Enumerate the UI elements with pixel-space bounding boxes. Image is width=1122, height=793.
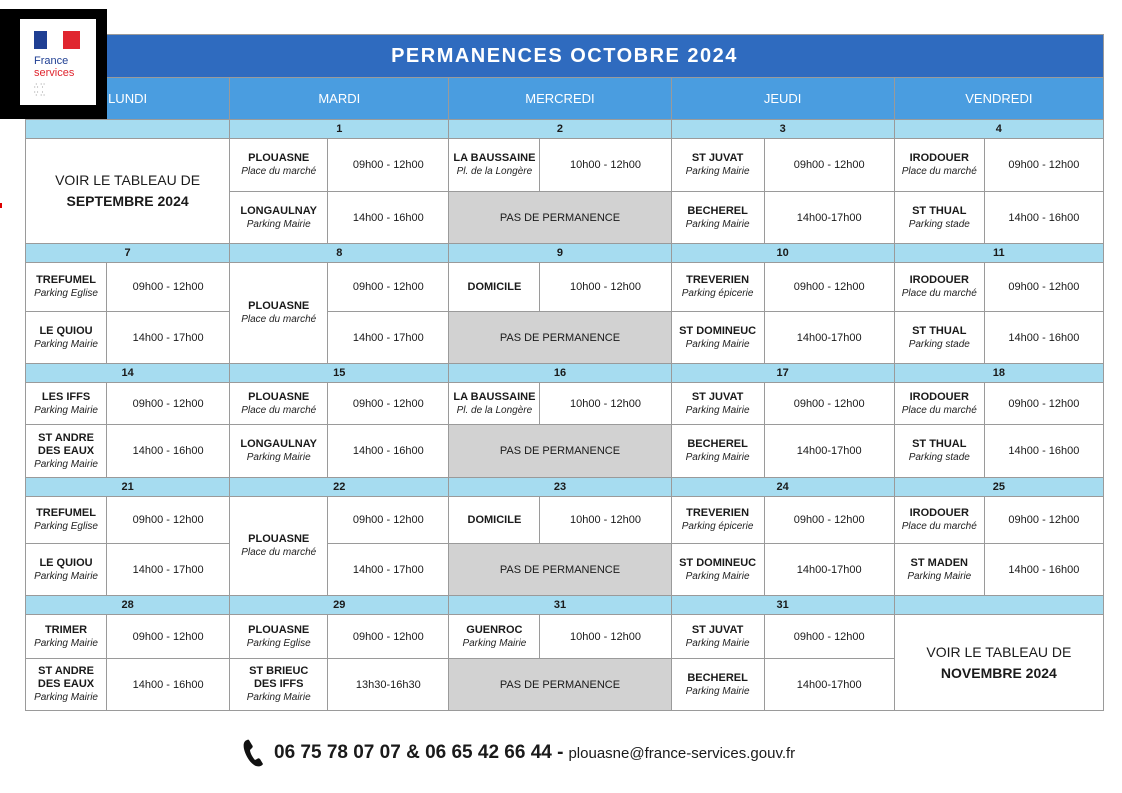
date-cell: 2	[449, 120, 671, 139]
location-name: PLOUASNE	[248, 390, 310, 403]
day-header-lundi: LUNDI	[26, 78, 230, 120]
time-slot: 14h00 - 17h00	[328, 312, 449, 364]
location-name: DOMICILE	[467, 513, 522, 526]
date-cell: 11	[894, 244, 1103, 263]
time-slot: 14h00-17h00	[764, 544, 894, 596]
location-detail: Parking Mairie	[462, 637, 527, 649]
voir-septembre-note	[26, 139, 230, 244]
location-detail: Parking Mairie	[685, 570, 750, 582]
location-name: PLOUASNE	[248, 152, 310, 164]
location-cell	[671, 312, 764, 364]
location-name: LE QUIOU	[39, 324, 93, 337]
location-cell	[894, 139, 984, 192]
location-detail: Parking Mairie	[685, 166, 750, 177]
location-detail: Parking épicerie	[681, 288, 754, 299]
location-detail: Parking Mairie	[685, 218, 750, 230]
time-slot: 14h00 - 16h00	[984, 544, 1103, 596]
location-cell	[671, 497, 764, 544]
time-slot: 09h00 - 12h00	[107, 615, 230, 659]
location-cell	[894, 497, 984, 544]
location-cell	[26, 659, 107, 711]
voir-line: VOIR LE TABLEAU DE	[55, 172, 201, 188]
location-cell	[671, 383, 764, 425]
logo-text-services: services	[34, 67, 75, 79]
location-cell	[230, 263, 328, 364]
location-name: ST DOMINEUC	[679, 556, 757, 569]
no-permanence-cell: PAS DE PERMANENCE	[449, 192, 671, 244]
time-slot: 09h00 - 12h00	[984, 497, 1103, 544]
location-detail: Parking Mairie	[34, 570, 98, 582]
time-slot: 14h00 - 16h00	[328, 192, 449, 244]
date-cell: 10	[671, 244, 894, 263]
location-cell	[26, 615, 107, 659]
logo-text-france: France	[34, 55, 69, 67]
day-header-vendredi: VENDREDI	[894, 78, 1103, 120]
contact-footer	[242, 738, 795, 768]
date-cell: 17	[671, 364, 894, 383]
location-detail: Parking stade	[908, 218, 970, 230]
time-slot: 14h00 - 17h00	[328, 544, 449, 596]
location-detail: Parking Mairie	[246, 692, 311, 703]
location-cell	[26, 383, 107, 425]
location-detail: Parking stade	[908, 452, 970, 463]
location-detail: Parking Mairie	[34, 404, 98, 416]
location-cell	[671, 192, 764, 244]
voir-novembre-note	[894, 615, 1103, 711]
location-cell	[671, 659, 764, 711]
location-name: TREFUMEL	[36, 507, 96, 519]
location-name: BECHEREL	[687, 438, 748, 450]
time-slot: 14h00-17h00	[764, 312, 894, 364]
no-permanence-cell: PAS DE PERMANENCE	[449, 425, 671, 478]
location-detail: Parking Mairie	[907, 570, 972, 582]
no-permanence-cell: PAS DE PERMANENCE	[449, 544, 671, 596]
time-slot: 14h00 - 17h00	[107, 544, 230, 596]
location-detail: Parking Mairie	[246, 452, 311, 463]
time-slot: 09h00 - 12h00	[107, 497, 230, 544]
location-name: PLOUASNE	[248, 533, 310, 545]
location-detail: Parking Eglise	[34, 521, 98, 532]
time-slot: 09h00 - 12h00	[328, 615, 449, 659]
date-cell: 9	[449, 244, 671, 263]
location-name: ST JUVAT	[691, 623, 744, 636]
location-cell	[230, 497, 328, 596]
location-name: GUENROC	[466, 623, 523, 636]
location-cell	[894, 425, 984, 478]
time-slot: 09h00 - 12h00	[984, 263, 1103, 312]
date-cell: 8	[230, 244, 449, 263]
time-slot: 09h00 - 12h00	[984, 139, 1103, 192]
location-detail: Parking Mairie	[246, 218, 311, 230]
location-detail: Place du marché	[241, 547, 317, 558]
location-detail: Parking stade	[908, 338, 970, 350]
location-cell	[449, 497, 540, 544]
location-cell	[671, 263, 764, 312]
location-cell	[894, 192, 984, 244]
no-permanence-cell: PAS DE PERMANENCE	[449, 659, 671, 711]
location-cell	[26, 263, 107, 312]
location-cell	[26, 312, 107, 364]
location-cell	[449, 263, 540, 312]
schedule-table	[25, 34, 1104, 711]
time-slot: 09h00 - 12h00	[107, 383, 230, 425]
location-name: LA BAUSSAINE	[453, 390, 536, 403]
time-slot: 10h00 - 12h00	[540, 139, 671, 192]
location-detail: Parking Mairie	[685, 685, 750, 697]
location-name: LONGAULNAY	[240, 438, 318, 450]
location-cell	[671, 139, 764, 192]
location-name: LE QUIOU	[39, 556, 93, 569]
page-title: PERMANENCES OCTOBRE 2024	[26, 35, 1104, 78]
date-cell: 4	[894, 120, 1103, 139]
date-cell-empty	[894, 596, 1103, 615]
location-cell	[894, 383, 984, 425]
date-cell: 31	[449, 596, 671, 615]
location-name: BECHEREL	[687, 204, 748, 217]
location-name: TREFUMEL	[36, 274, 96, 286]
time-slot: 09h00 - 12h00	[328, 497, 449, 544]
location-detail: Parking Mairie	[34, 637, 98, 649]
location-detail: Place du marché	[901, 166, 977, 177]
location-cell	[230, 192, 328, 244]
location-cell	[26, 497, 107, 544]
location-detail: Place du marché	[901, 288, 977, 299]
time-slot: 10h00 - 12h00	[540, 615, 671, 659]
location-name: ST BRIEUC	[249, 665, 309, 677]
time-slot: 09h00 - 12h00	[764, 497, 894, 544]
location-detail: Pl. de la Longère	[456, 404, 533, 416]
location-name: DES IFFS	[253, 678, 304, 690]
location-name: ST JUVAT	[691, 152, 744, 164]
time-slot: 09h00 - 12h00	[764, 139, 894, 192]
day-header-mercredi: MERCREDI	[449, 78, 671, 120]
location-detail: Pl. de la Longère	[456, 166, 533, 177]
location-detail: Parking Eglise	[34, 288, 98, 299]
time-slot: 10h00 - 12h00	[540, 263, 671, 312]
location-cell	[449, 615, 540, 659]
location-name: DOMICILE	[467, 280, 522, 293]
no-permanence-cell: PAS DE PERMANENCE	[449, 312, 671, 364]
location-name: LA BAUSSAINE	[453, 152, 536, 164]
location-name: ST ANDRE	[38, 431, 94, 444]
date-cell: 15	[230, 364, 449, 383]
date-cell: 22	[230, 478, 449, 497]
location-detail: Place du marché	[901, 404, 977, 416]
location-name: ST ANDRE	[38, 665, 94, 677]
location-detail: Parking épicerie	[681, 521, 754, 532]
time-slot: 09h00 - 12h00	[107, 263, 230, 312]
location-cell	[671, 615, 764, 659]
date-cell: 31	[671, 596, 894, 615]
location-name: ST THUAL	[912, 438, 967, 450]
date-cell: 3	[671, 120, 894, 139]
location-name: PLOUASNE	[248, 300, 310, 312]
date-cell: 7	[26, 244, 230, 263]
location-detail: Place du marché	[241, 314, 317, 325]
location-name: TRIMER	[44, 623, 88, 636]
phone-numbers: 06 75 78 07 07 & 06 65 42 66 44 -	[274, 742, 564, 763]
location-name: BECHEREL	[687, 671, 748, 684]
location-name: TREVERIEN	[686, 507, 750, 519]
voir-line: VOIR LE TABLEAU DE	[926, 643, 1072, 660]
time-slot: 09h00 - 12h00	[984, 383, 1103, 425]
time-slot: 14h00 - 16h00	[107, 659, 230, 711]
time-slot: 14h00 - 16h00	[984, 312, 1103, 364]
date-cell: 1	[230, 120, 449, 139]
location-name: LONGAULNAY	[240, 204, 318, 217]
location-name: DES EAUX	[37, 678, 95, 690]
location-detail: Parking Mairie	[685, 338, 750, 350]
time-slot: 14h00 - 16h00	[328, 425, 449, 478]
location-detail: Parking Eglise	[246, 637, 311, 649]
location-name: LES IFFS	[41, 390, 91, 403]
location-cell	[230, 425, 328, 478]
time-slot: 14h00-17h00	[764, 192, 894, 244]
location-cell	[230, 615, 328, 659]
time-slot: 10h00 - 12h00	[540, 497, 671, 544]
email-link[interactable]: plouasne@france-services.gouv.fr	[568, 744, 796, 762]
location-cell	[230, 383, 328, 425]
time-slot: 14h00 - 16h00	[984, 425, 1103, 478]
location-name: ST MADEN	[910, 556, 968, 569]
location-detail: Parking Mairie	[34, 458, 98, 470]
time-slot: 14h00-17h00	[764, 425, 894, 478]
location-name: IRODOUER	[909, 390, 969, 403]
date-cell: 24	[671, 478, 894, 497]
time-slot: 09h00 - 12h00	[328, 139, 449, 192]
location-cell	[26, 544, 107, 596]
location-name: ST THUAL	[912, 204, 967, 217]
logo-panel	[20, 19, 96, 105]
time-slot: 14h00 - 17h00	[107, 312, 230, 364]
time-slot: 09h00 - 12h00	[328, 383, 449, 425]
date-cell: 18	[894, 364, 1103, 383]
edge-mark	[0, 203, 2, 208]
location-name: ST JUVAT	[691, 390, 744, 403]
logo-mark-icon: ∴ ∵ ∵ ∴	[34, 83, 45, 98]
time-slot: 14h00-17h00	[764, 659, 894, 711]
date-cell: 28	[26, 596, 230, 615]
marianne-flag-icon	[34, 31, 80, 49]
location-detail: Parking Mairie	[685, 404, 750, 416]
location-detail: Parking Mairie	[685, 637, 750, 649]
day-header-jeudi: JEUDI	[671, 78, 894, 120]
location-name: TREVERIEN	[686, 274, 750, 286]
location-detail: Parking Mairie	[34, 338, 98, 350]
phone-icon	[242, 738, 266, 768]
location-cell	[26, 425, 107, 478]
location-detail: Place du marché	[901, 521, 977, 532]
location-name: PLOUASNE	[248, 623, 310, 636]
location-name: IRODOUER	[909, 507, 969, 519]
location-cell	[449, 383, 540, 425]
location-cell	[671, 425, 764, 478]
date-cell: 14	[26, 364, 230, 383]
date-cell: 23	[449, 478, 671, 497]
day-header-mardi: MARDI	[230, 78, 449, 120]
location-name: IRODOUER	[909, 152, 969, 164]
location-cell	[894, 263, 984, 312]
time-slot: 10h00 - 12h00	[540, 383, 671, 425]
location-detail: Place du marché	[241, 166, 317, 177]
location-cell	[449, 139, 540, 192]
location-name: ST DOMINEUC	[679, 324, 757, 337]
date-cell: 21	[26, 478, 230, 497]
date-cell: 25	[894, 478, 1103, 497]
time-slot: 13h30-16h30	[328, 659, 449, 711]
location-detail: Place du marché	[241, 404, 317, 416]
location-cell	[671, 544, 764, 596]
location-cell	[894, 312, 984, 364]
location-cell	[894, 544, 984, 596]
location-detail: Parking Mairie	[685, 452, 750, 463]
voir-month: SEPTEMBRE 2024	[66, 193, 189, 209]
time-slot: 09h00 - 12h00	[328, 263, 449, 312]
location-detail: Parking Mairie	[34, 692, 98, 703]
location-name: IRODOUER	[909, 274, 969, 286]
france-services-logo	[0, 9, 107, 119]
location-name: ST THUAL	[912, 324, 967, 337]
time-slot: 14h00 - 16h00	[984, 192, 1103, 244]
date-cell: 29	[230, 596, 449, 615]
voir-month: NOVEMBRE 2024	[940, 664, 1057, 681]
location-cell	[230, 659, 328, 711]
time-slot: 09h00 - 12h00	[764, 383, 894, 425]
location-cell	[230, 139, 328, 192]
date-cell: 16	[449, 364, 671, 383]
time-slot: 09h00 - 12h00	[764, 615, 894, 659]
date-cell-empty	[26, 120, 230, 139]
time-slot: 09h00 - 12h00	[764, 263, 894, 312]
time-slot: 14h00 - 16h00	[107, 425, 230, 478]
location-name: DES EAUX	[37, 444, 95, 457]
